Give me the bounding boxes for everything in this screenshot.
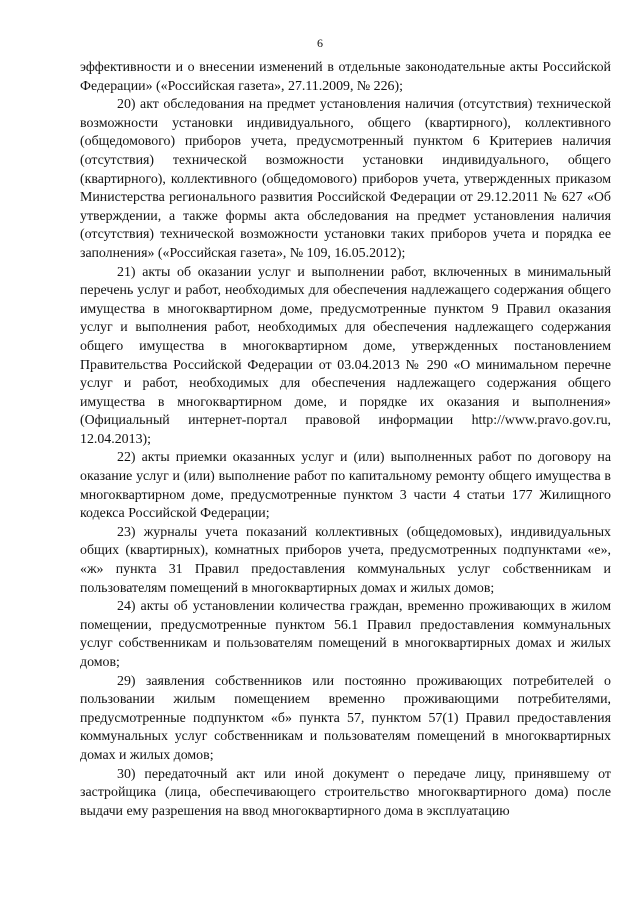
paragraph-item-29: 29) заявления собственников или постоянно проживающих потребителей о пользовании жилым помещением временно проживающими потребителями, предусмотренные подпунктом «б» пункта 57, пунктом 57(1) Правил предоставления коммунальных услуг собственникам и пользователям помещений в многоквартирных домах и жилых домов; <box>80 673 611 763</box>
paragraph-item-22: 22) акты приемки оказанных услуг и (или) выполненных работ по договору на оказание услуг и (или) выполнение работ по капитальному ремонту общего имущества в многоквартирном доме, предусмотренные пунктом 3 части 4 статьи 177 Жилищного кодекса Российской Федерации; <box>80 450 611 522</box>
page-number: 6 <box>317 36 323 50</box>
document-body <box>80 59 611 821</box>
paragraph-item-21: 21) акты об оказании услуг и выполнении работ, включенных в минимальный перечень услуг и работ, необходимых для обеспечения надлежащего содержания общего имущества в многоквартирном доме, предусмотренные пунктом 9 Правил оказания услуг и выполнения работ, необходимых для обеспечения надлежащего содержания общего имущества в многоквартирном доме, утвержденных постановлением Правительства Российской Федерации от 03.04.2013 № 290 «О минимальном перечне услуг и работ, необходимых для обеспечения надлежащего содержания общего имущества в многоквартирном доме, и порядке их оказания и выполнения» (Официальный интернет-портал правовой информации http://www.pravo.gov.ru, 12.04.2013); <box>80 264 611 447</box>
paragraph-continuation: эффективности и о внесении изменений в отдельные законодательные акты Российской Федерации» («Российская газета», 27.11.2009, № 226); <box>80 60 611 94</box>
paragraph-item-23: 23) журналы учета показаний коллективных (общедомовых), индивидуальных общих (квартирных), комнатных приборов учета, предусмотренных подпунктами «е», «ж» пункта 31 Правил предоставления коммунальных услуг собственникам и пользователям помещений в многоквартирных домах и жилых домов; <box>80 524 611 596</box>
paragraph-item-20: 20) акт обследования на предмет установления наличия (отсутствия) технической возможности установки индивидуального, общего (квартирного), коллективного (общедомового) приборов учета, предусмотренный пунктом 6 Критериев наличия (отсутствия) технической возможности установки индивидуального, общего (квартирного), коллективного (общедомового) приборов учета, утвержденных приказом Министерства регионального развития Российской Федерации от 29.12.2011 № 627 «Об утверждении, а также формы акта обследования на предмет установления наличия (отсутствия) технической возможности установки таких приборов учета и порядка ее заполнения» («Российская газета», № 109, 16.05.2012); <box>80 97 611 261</box>
paragraph-item-30: 30) передаточный акт или иной документ о передаче лицу, принявшему от застройщика (лица, обеспечивающего строительство многоквартирного дома) после выдачи ему разрешения на ввод многоквартирного дома в эксплуатацию <box>80 766 611 819</box>
paragraph-item-24: 24) акты об установлении количества граждан, временно проживающих в жилом помещении, предусмотренные пунктом 56.1 Правил предоставления коммунальных услуг собственникам и пользователям помещений в многоквартирных домах и жилых домов; <box>80 599 611 670</box>
